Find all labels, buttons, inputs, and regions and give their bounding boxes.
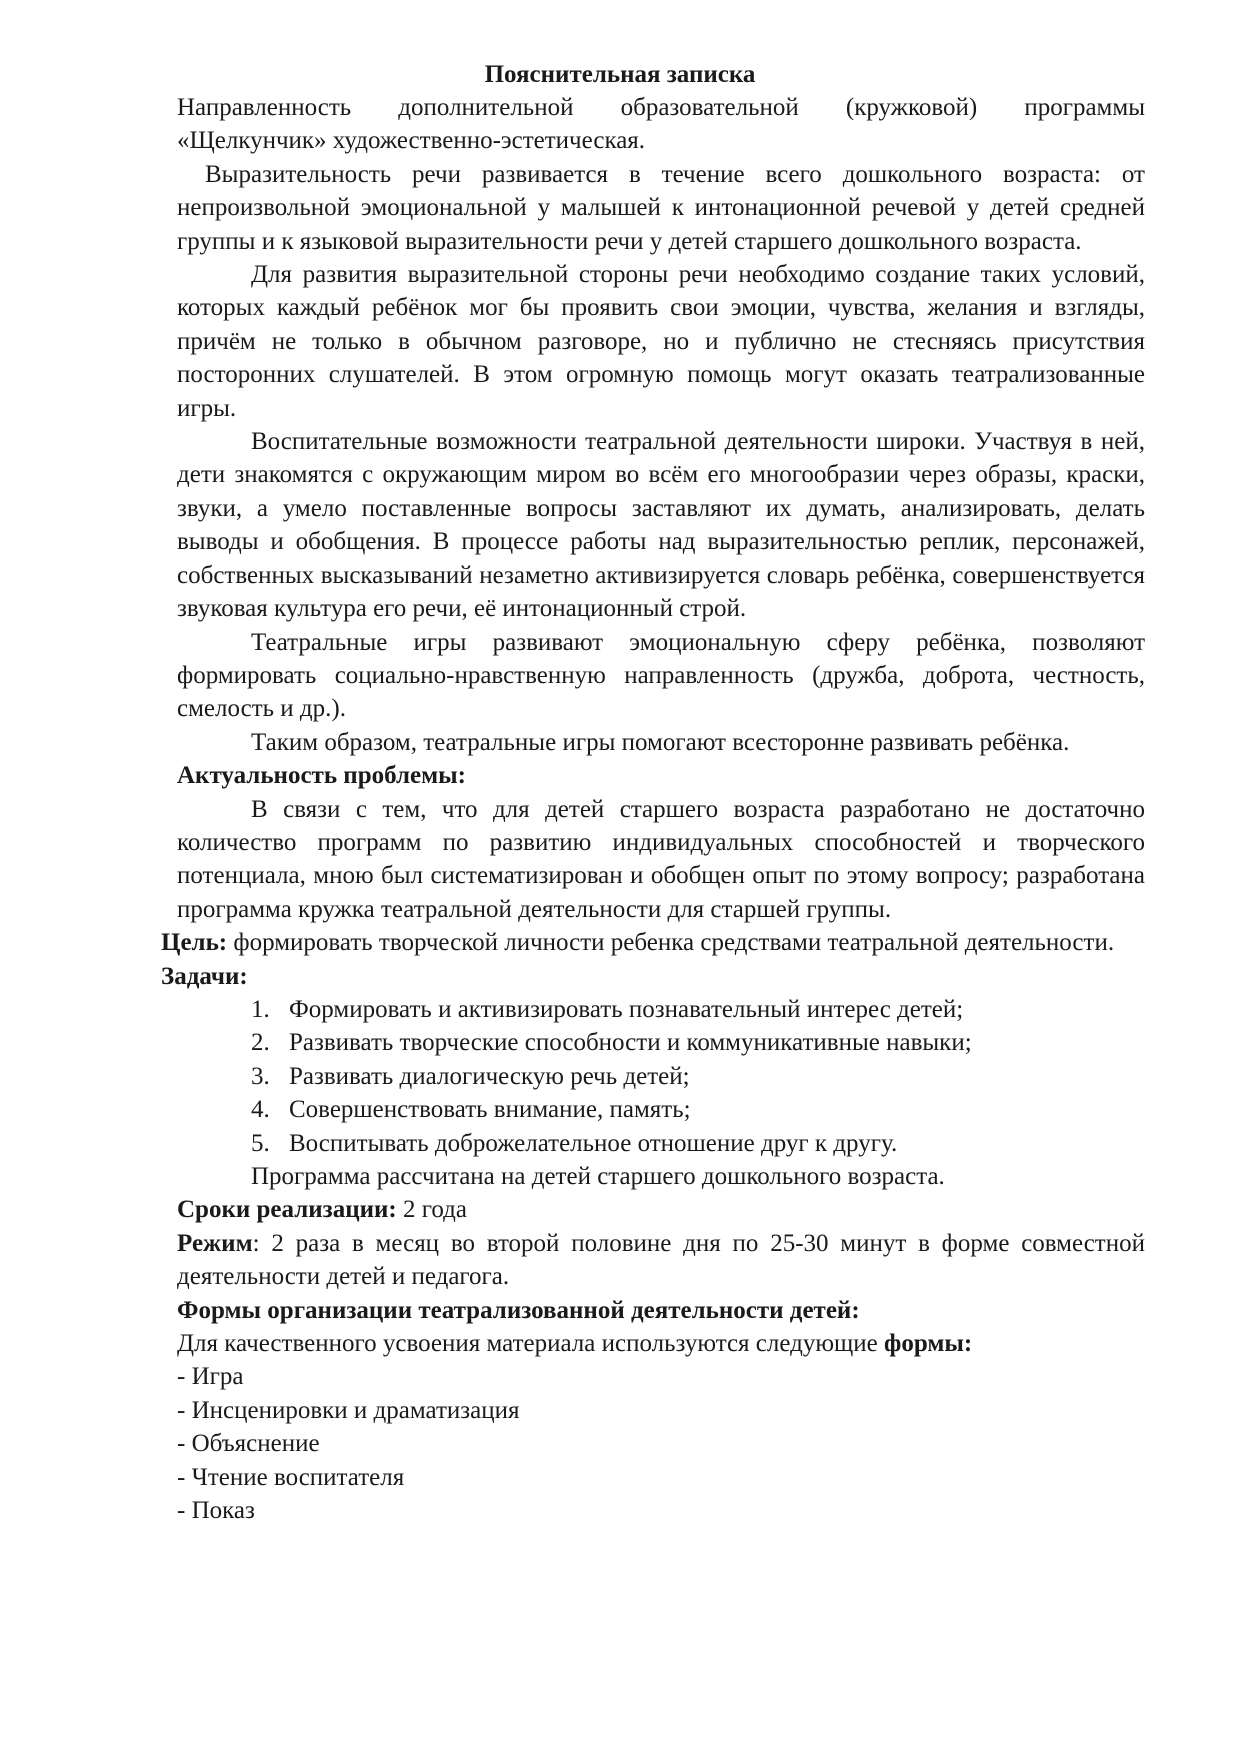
list-item-number: 4. bbox=[251, 1096, 270, 1124]
paragraph-summary: Таким образом, театральные игры помогают всесторонне развивать ребёнка. bbox=[251, 728, 1070, 756]
goal-label: Цель: bbox=[161, 929, 228, 957]
terms-line bbox=[177, 1193, 1145, 1226]
direction-line-2: «Щелкунчик» художественно-эстетическая. bbox=[177, 127, 646, 155]
page-title: Пояснительная записка bbox=[484, 61, 756, 88]
list-item-text: Воспитывать доброжелательное отношение друг к другу. bbox=[289, 1129, 898, 1157]
document-body bbox=[161, 91, 1145, 1527]
terms-value: 2 года bbox=[396, 1196, 467, 1224]
list-item-text: Развивать диалогическую речь детей; bbox=[289, 1062, 690, 1090]
list-item bbox=[177, 1093, 1145, 1126]
list-item: - Игра bbox=[177, 1363, 244, 1391]
list-item-text: Развивать творческие способности и коммуникативные навыки; bbox=[289, 1029, 972, 1057]
relevance-text: В связи с тем, что для детей старшего возраста разработано не достаточно количество программ по развитию индивидуальных способностей и творческого потенциала, мною был систематизирован и обобщен опыт по этому вопросу; разработана программа кружка театральной деятельности для старшей группы. bbox=[177, 795, 1145, 923]
list-item bbox=[177, 1060, 1145, 1093]
list-item bbox=[177, 993, 1145, 1026]
forms-intro-bold: формы: bbox=[884, 1330, 973, 1358]
paragraph-expressiveness: Выразительность речи развивается в течение всего дошкольного возраста: от непроизвольной эмоциональной у малышей к интонационной речевой у детей средней группы и к языковой выразительности речи у детей старшего дошкольного возраста. bbox=[177, 160, 1145, 255]
list-item bbox=[177, 1127, 1145, 1160]
paragraph-conditions: Для развития выразительной стороны речи необходимо создание таких условий, которых каждый ребёнок мог бы проявить свои эмоции, чувства, желания и взгляды, причём не только в обычном разговоре, но и публично не стесняясь присутствия посторонних слушателей. В этом огромную помощь могут оказать театрализованные игры. bbox=[177, 261, 1145, 422]
list-item-number: 1. bbox=[251, 995, 270, 1023]
list-item: - Инсценировки и драматизация bbox=[177, 1396, 520, 1424]
goal-text: формировать творческой личности ребенка средствами театральной деятельности. bbox=[227, 929, 1115, 957]
list-item: - Показ bbox=[177, 1497, 255, 1525]
tasks-list bbox=[177, 993, 1145, 1160]
mode-paragraph bbox=[177, 1227, 1145, 1294]
terms-label: Сроки реализации: bbox=[177, 1196, 397, 1224]
program-audience: Программа рассчитана на детей старшего дошкольного возраста. bbox=[251, 1163, 945, 1190]
list-item-number: 2. bbox=[251, 1029, 270, 1057]
direction-line-1: Направленность дополнительной образовательной (кружковой) программы bbox=[177, 94, 1145, 121]
list-item-text: Совершенствовать внимание, память; bbox=[289, 1096, 691, 1124]
list-item-number: 5. bbox=[251, 1129, 270, 1157]
paragraph-theatre-games: Театральные игры развивают эмоциональную сферу ребёнка, позволяют формировать социально-нравственную направленность (дружба, доброта, честность, смелость и др.). bbox=[177, 628, 1145, 723]
goal-paragraph bbox=[161, 926, 1145, 959]
tasks-heading: Задачи: bbox=[161, 962, 248, 990]
mode-text: : 2 раза в месяц во второй половине дня по 25-30 минут в форме совместной деятельности детей и педагога. bbox=[177, 1229, 1145, 1291]
forms-list bbox=[177, 1360, 1145, 1527]
relevance-heading: Актуальность проблемы: bbox=[177, 762, 466, 790]
forms-intro-text: Для качественного усвоения материала используются следующие bbox=[177, 1330, 885, 1358]
list-item-number: 3. bbox=[251, 1062, 270, 1090]
list-item-text: Формировать и активизировать познавательный интерес детей; bbox=[289, 995, 964, 1023]
forms-intro bbox=[177, 1327, 1145, 1360]
list-item: - Объяснение bbox=[177, 1430, 320, 1458]
mode-label: Режим bbox=[177, 1229, 253, 1257]
list-item bbox=[177, 1026, 1145, 1059]
paragraph-educational: Воспитательные возможности театральной деятельности широки. Участвуя в ней, дети знакомятся с окружающим миром во всём его многообразии через образы, краски, звуки, а умело поставленные вопросы заставляют их думать, анализировать, делать выводы и обобщения. В процессе работы над выразительностью реплик, персонажей, собственных высказываний незаметно активизируется словарь ребёнка, совершенствуется звуковая культура его речи, её интонационный строй. bbox=[177, 428, 1145, 623]
list-item: - Чтение воспитателя bbox=[177, 1463, 405, 1491]
forms-heading: Формы организации театрализованной деятельности детей: bbox=[177, 1296, 860, 1324]
